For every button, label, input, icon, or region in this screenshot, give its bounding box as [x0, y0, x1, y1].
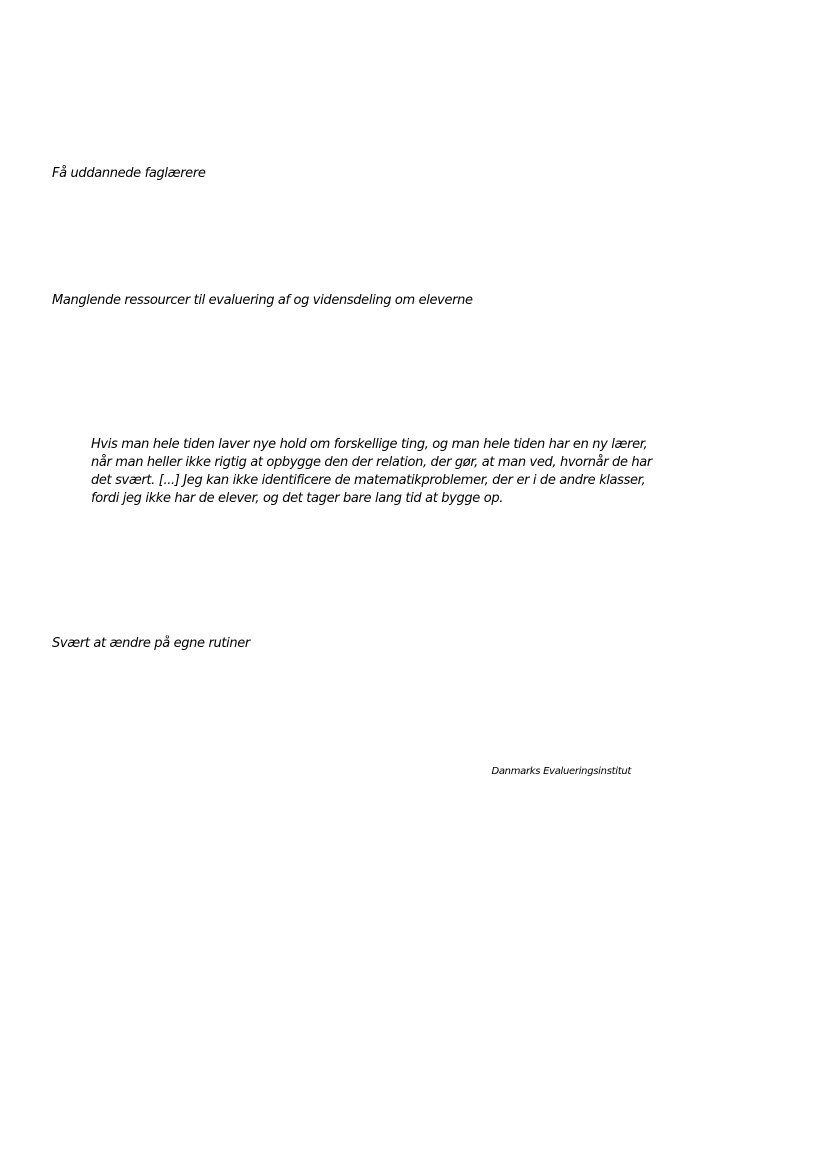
section-heading-routines: Svært at ændre på egne rutiner — [52, 636, 250, 651]
quote-line: Hvis man hele tiden laver nye hold om forskellige ting, og man hele tiden har en ny lærer, — [91, 437, 648, 452]
quote-line: fordi jeg ikke har de elever, og det tager bare lang tid at bygge op. — [91, 491, 504, 506]
section-heading-evaluation-resources: Manglende ressourcer til evaluering af og vidensdeling om eleverne — [52, 293, 473, 308]
footer-publisher: Danmarks Evalueringsinstitut — [491, 766, 631, 777]
quote-line: det svært. [...] Jeg kan ikke identificere de matematikproblemer, der er i de andre klasser, — [91, 473, 646, 488]
quote-line: når man heller ikke rigtig at opbygge den der relation, der gør, at man ved, hvornår de har — [91, 455, 652, 470]
teacher-quote — [91, 436, 651, 508]
section-heading-trained-teachers: Få uddannede faglærere — [52, 166, 206, 181]
